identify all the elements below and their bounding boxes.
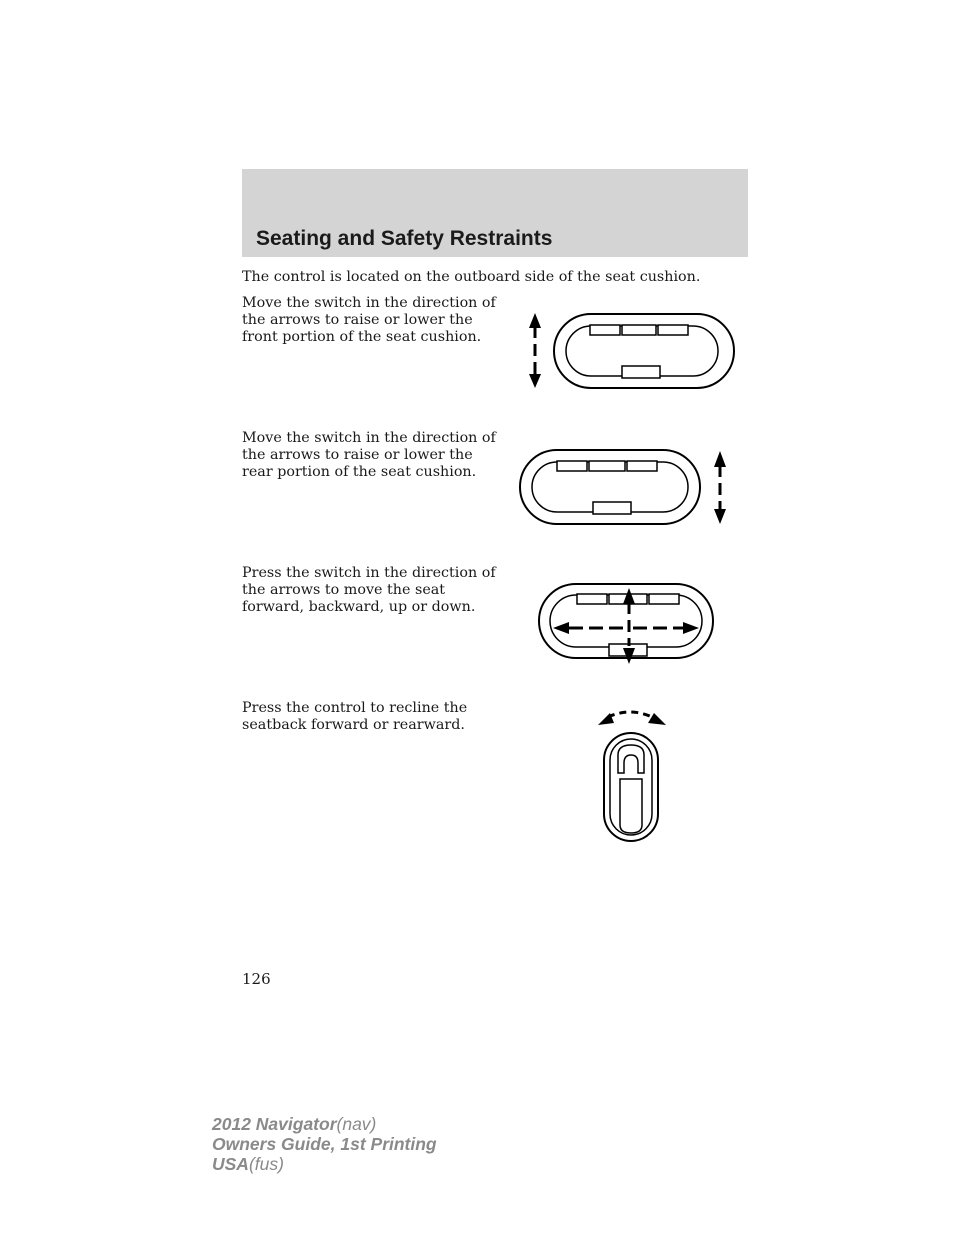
page-number: 126 xyxy=(242,970,271,988)
section-title: Seating and Safety Restraints xyxy=(256,227,553,250)
footer-line-2: Owners Guide, 1st Printing xyxy=(212,1134,437,1154)
recline-instruction: Press the control to recline the seatback forward or rearward. xyxy=(242,700,468,733)
front-cushion-instruction: Move the switch in the direction of the arrows to raise or lower the front portion of the seat cushion. xyxy=(242,295,496,345)
footer-market: USA xyxy=(212,1154,249,1174)
four-way-instruction: Press the switch in the direction of the arrows to move the seat forward, backward, up or down. xyxy=(242,565,496,615)
rear-cushion-switch-icon xyxy=(515,445,735,530)
front-cushion-switch-icon xyxy=(520,308,740,394)
footer-model-code: (nav) xyxy=(336,1114,377,1134)
rear-cushion-instruction: Move the switch in the direction of the arrows to raise or lower the rear portion of the seat cushion. xyxy=(242,430,496,480)
four-way-seat-switch-icon xyxy=(535,580,715,666)
footer-line-3 xyxy=(212,1154,437,1174)
footer-model: 2012 Navigator xyxy=(212,1114,337,1134)
footer-line-1 xyxy=(212,1114,437,1134)
footer xyxy=(212,1114,437,1174)
section-header-bar xyxy=(242,169,748,257)
intro-paragraph: The control is located on the outboard side of the seat cushion. xyxy=(242,269,701,285)
footer-market-code: (fus) xyxy=(248,1154,284,1174)
recline-control-icon xyxy=(590,705,670,845)
